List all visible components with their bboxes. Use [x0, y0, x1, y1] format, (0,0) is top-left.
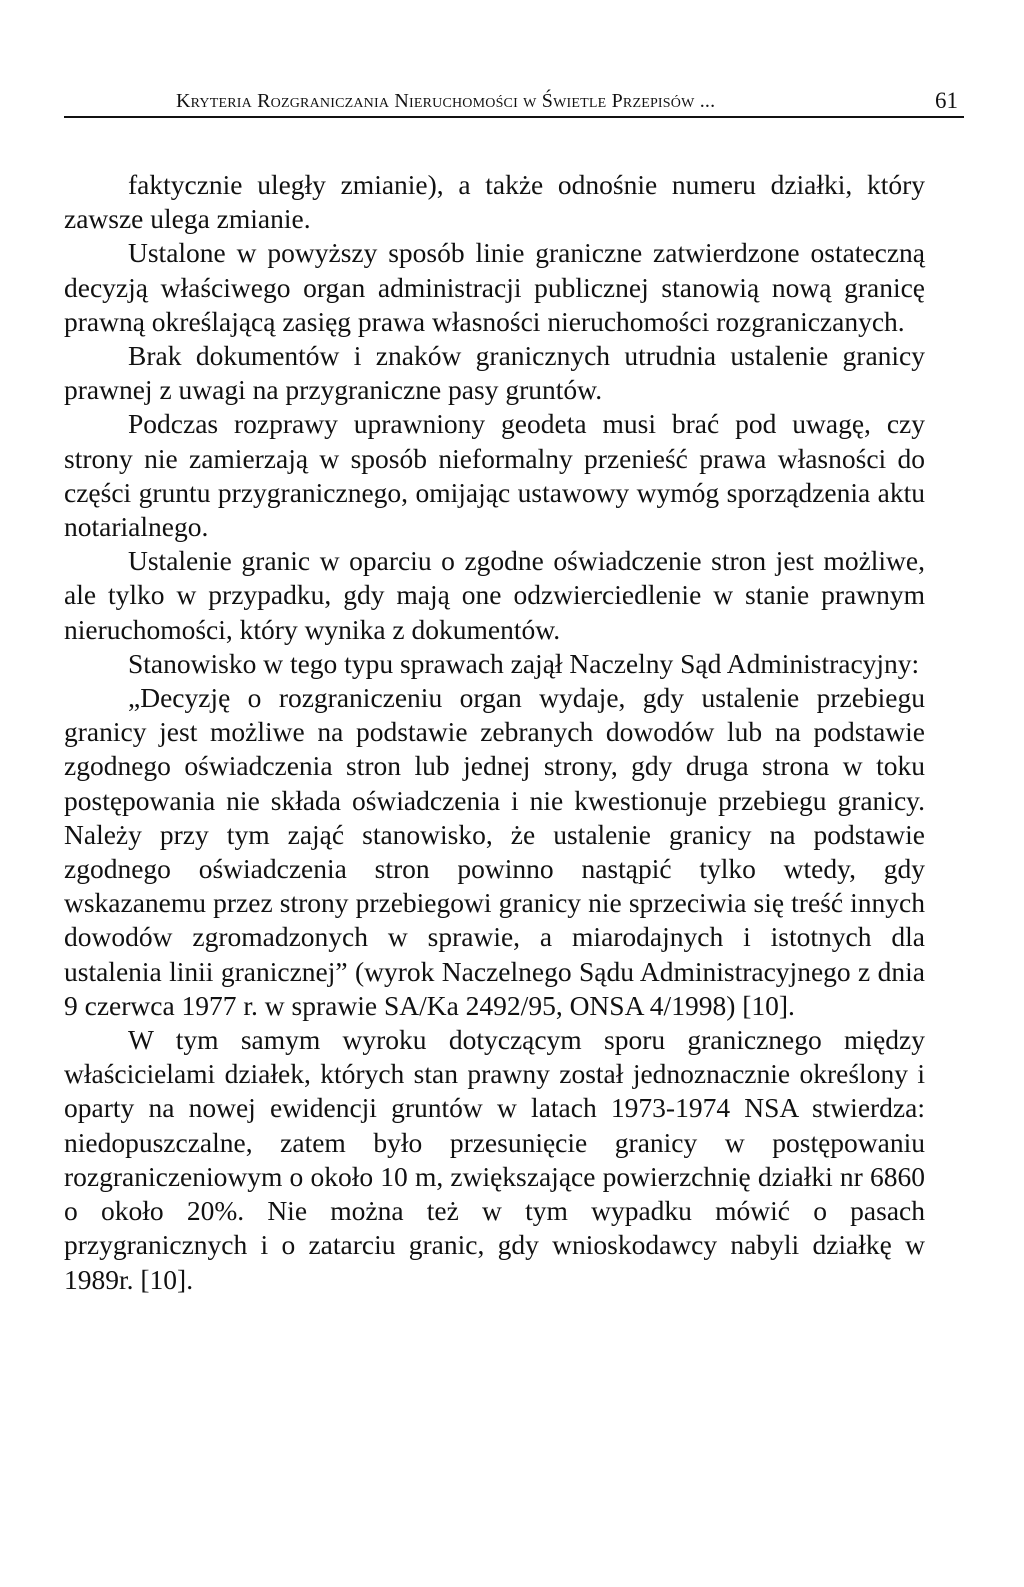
page-number: 61 [935, 88, 958, 113]
paragraph: Brak dokumentów i znaków granicznych utrudnia ustalenie granicy prawnej z uwagi na przygraniczne pasy gruntów. [64, 340, 925, 406]
paragraph: W tym samym wyroku dotyczącym sporu granicznego między właścicielami działek, których stan prawny został jednoznacznie określony i oparty na nowej ewidencji gruntów w latach 1973-1974 NSA stwierdza: niedopuszczalne, zatem było przesunięcie granicy w postępowaniu rozgraniczeniowym o około 10 m, zwiększające powierzchnię działki nr 6860 o około 20%. Nie można też w tym wypadku mówić o pasach przygranicznych i o zatarciu granic, gdy wnioskodawcy nabyli działkę w 1989r. [10]. [64, 1024, 925, 1295]
body-text [64, 168, 925, 1297]
paragraph: Stanowisko w tego typu sprawach zajął Naczelny Sąd Administracyjny: [128, 647, 920, 679]
paragraph-continuation: faktycznie uległy zmianie), a także odnośnie numeru działki, który zawsze ulega zmianie. [64, 169, 925, 235]
running-header [64, 88, 964, 118]
paragraph: Ustalone w powyższy sposób linie graniczne zatwierdzone ostateczną decyzją właściwego organ administracji publicznej stanowią nową granicę prawną określającą zasięg prawa własności nieruchomości rozgraniczanych. [64, 237, 925, 337]
paragraph: Ustalenie granic w oparciu o zgodne oświadczenie stron jest możliwe, ale tylko w przypadku, gdy mają one odzwierciedlenie w stanie prawnym nieruchomości, który wynika z dokumentów. [64, 545, 925, 645]
running-header-title: Kryteria Rozgraniczania Nieruchomości w Świetle Przepisów ... [176, 90, 716, 112]
court-quotation: „Decyzję o rozgraniczeniu organ wydaje, gdy ustalenie przebiegu granicy jest możliwe na podstawie zebranych dowodów lub na podstawie zgodnego oświadczenia stron lub jednej strony, gdy druga strona w toku postępowania nie składa oświadczenia i nie kwestionuje przebiegu granicy. Należy przy tym zająć stanowisko, że ustalenie granicy na podstawie zgodnego oświadczenia stron powinno nastąpić tylko wtedy, gdy wskazanemu przez strony przebiegowi granicy nie sprzeciwia się treść innych dowodów zgromadzonych w sprawie, a miarodajnych i istotnych dla ustalenia linii granicznej” (wyrok Naczelnego Sądu Administracyjnego z dnia 9 czerwca 1977 r. w sprawie SA/Ka 2492/95, ONSA 4/1998) [10]. [64, 682, 925, 1021]
paragraph: Podczas rozprawy uprawniony geodeta musi brać pod uwagę, czy strony nie zamierzają w sposób nieformalny przenieść prawa własności do części gruntu przygranicznego, omijając ustawowy wymóg sporządzenia aktu notarialnego. [64, 408, 925, 543]
